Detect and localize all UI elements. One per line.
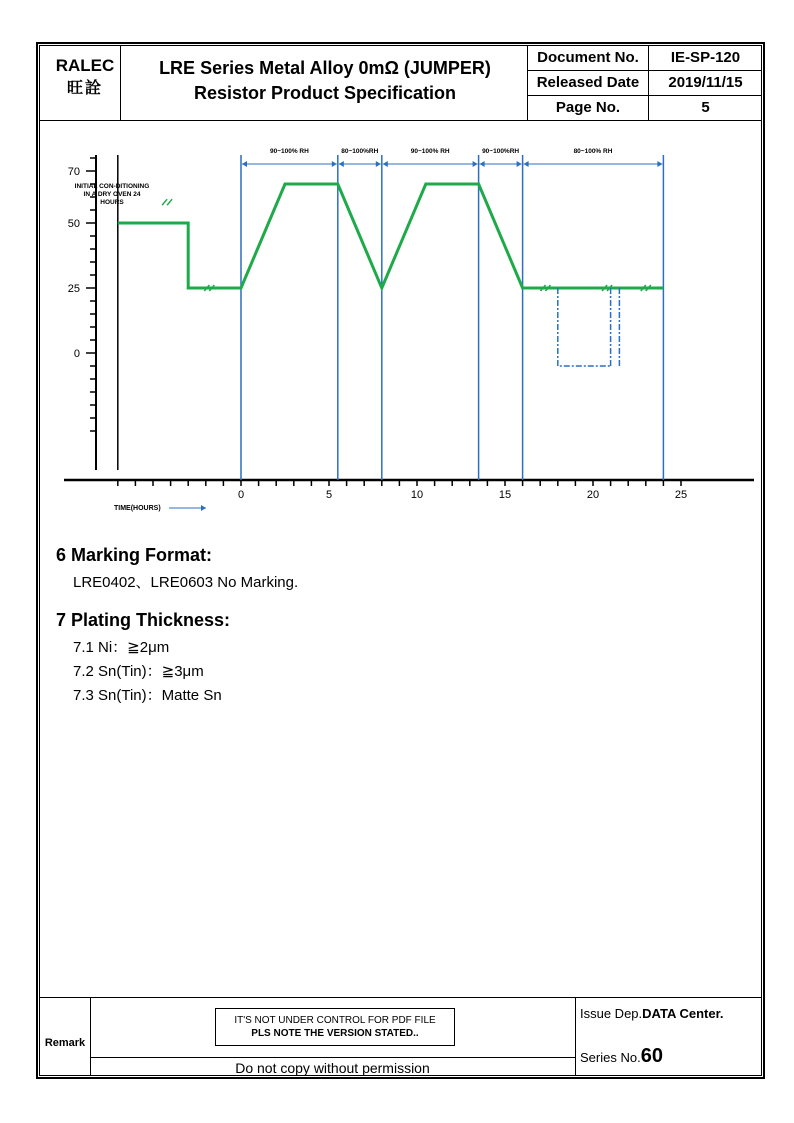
issue-dep-value: DATA Center. [642, 1006, 724, 1021]
title-line-2: Resistor Product Specification [193, 83, 457, 103]
annotation-initial-conditioning-2: IN A DRY OVEN 24 [83, 191, 141, 198]
humidity-cycle-chart [44, 140, 759, 520]
notice-line-2: PLS NOTE THE VERSION STATED.. [251, 1028, 419, 1039]
rh-arrow-3-head-right [473, 161, 478, 167]
plating-line-ni: 7.1 Ni：≧2μm [73, 639, 170, 656]
x-tick-label-20: 20 [586, 489, 600, 501]
section-marking-heading: 6 Marking Format: [56, 545, 213, 565]
company-name-cn: 旺詮 [66, 78, 103, 97]
remark-label: Remark [44, 1037, 86, 1049]
released-date-label: Released Date [536, 74, 640, 91]
annotation-initial-conditioning-3: HOURS [100, 199, 124, 206]
rh-label-2: 80~100%RH [341, 148, 379, 155]
rh-arrow-2-head-left [339, 161, 344, 167]
marking-line: LRE0402、LRE0603 No Marking. [73, 574, 299, 591]
rh-arrow-4-head-left [480, 161, 485, 167]
series-no-value: 60 [640, 1045, 663, 1067]
plating-line-sn: 7.2 Sn(Tin)：≧3μm [73, 663, 204, 680]
company-name [45, 55, 125, 99]
rh-arrow-2-head-right [376, 161, 381, 167]
series-no-label: Series No. [580, 1050, 641, 1065]
doc-no-value: IE-SP-120 [670, 49, 741, 66]
issue-dep [580, 1006, 724, 1021]
x-axis-label-arrow-head [201, 505, 206, 511]
plating-line-matte: 7.3 Sn(Tin)：Matte Sn [73, 687, 222, 704]
temperature-humidity-line [118, 184, 664, 288]
series-no [580, 1045, 663, 1068]
section-plating-heading: 7 Plating Thickness: [56, 610, 231, 630]
notice-line-1: IT'S NOT UNDER CONTROL FOR PDF FILE [234, 1015, 436, 1026]
rh-label-5: 80~100% RH [573, 148, 613, 155]
y-tick-label-25: 25 [67, 283, 80, 295]
released-date-value: 2019/11/15 [668, 74, 743, 91]
x-tick-label-5: 5 [325, 489, 333, 501]
rh-label-3: 90~100% RH [410, 148, 450, 155]
rh-arrow-1-head-left [242, 161, 247, 167]
page-no-value: 5 [701, 99, 710, 116]
rh-arrow-3-head-left [383, 161, 388, 167]
annotation-initial-conditioning-1: INITIAL CON-DITIONING [74, 183, 150, 190]
page-no-label: Page No. [555, 99, 621, 116]
x-tick-label-15: 15 [498, 489, 512, 501]
rh-label-4: 90~100%RH [482, 148, 520, 155]
issue-dep-label: Issue Dep. [580, 1006, 643, 1021]
step7a-dashed-path [558, 288, 611, 366]
x-tick-label-25: 25 [674, 489, 688, 501]
y-tick-label-0: 0 [73, 348, 80, 360]
rh-arrow-5-head-left [524, 161, 529, 167]
rh-arrow-4-head-right [517, 161, 522, 167]
title-line-1: LRE Series Metal Alloy 0mΩ (JUMPER) [159, 58, 491, 78]
copy-notice: Do not copy without permission [235, 1060, 430, 1076]
rh-label-1: 90~100% RH [269, 148, 309, 155]
doc-no-label: Document No. [537, 49, 639, 66]
y-tick-label-70: 70 [67, 166, 80, 178]
rh-arrow-1-head-right [332, 161, 337, 167]
rh-arrow-5-head-right [657, 161, 662, 167]
x-tick-label-10: 10 [410, 489, 424, 501]
x-axis-label: TIME(HOURS) [114, 505, 161, 512]
y-tick-label-50: 50 [67, 218, 80, 230]
x-tick-label-0: 0 [237, 489, 245, 501]
pdf-notice-box [215, 1008, 455, 1046]
company-name-en: RALEC [55, 56, 115, 75]
break-marker [162, 199, 172, 205]
document-title [125, 56, 525, 106]
